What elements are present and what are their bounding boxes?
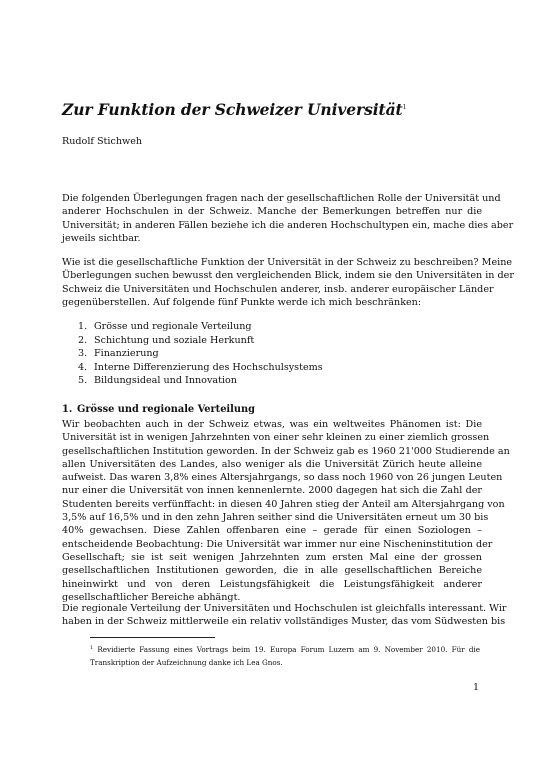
text-line: Gesellschaft; sie ist seit wenigen Jahrzehnten zum ersten Mal eine der grossen <box>62 551 482 563</box>
text-line: allen Universitäten des Landes, also weniger als die Universität Zürich heute alleine <box>62 458 482 470</box>
intro-paragraph-1 <box>62 192 514 245</box>
text-line: Überlegungen suchen bewusst den vergleichenden Blick, indem sie den Universitäten in der <box>62 270 514 282</box>
text-line: haben in der Schweiz mittlerweile ein relativ vollständiges Muster, das vom Südwesten bis <box>62 616 506 628</box>
footnote-line <box>90 642 480 657</box>
list-item <box>78 347 323 361</box>
list-item-number: 5. <box>78 375 88 387</box>
text-line: anderer Hochschulen in der Schweiz. Manche der Bemerkungen betreffen nur die <box>62 206 482 218</box>
text-line: aufweist. Das waren 3,8% eines Altersjahrgangs, so dass noch 1960 von 26 jungen Leuten <box>62 472 503 484</box>
footnote-separator <box>90 637 215 638</box>
text-line: jeweils sichtbar. <box>62 232 141 244</box>
text-line: 40% gewachsen. Diese Zahlen offenbaren eine – gerade für einen Soziologen – <box>62 525 482 537</box>
author-name: Rudolf Stichweh <box>62 136 143 147</box>
footnote-text: Revidierte Fassung eines Vortrags beim 19. Europa Forum Luzern am 9. November 2010. Für die <box>97 645 480 654</box>
page-number: 1 <box>473 682 480 693</box>
text-line: Universität; in anderen Fällen beziehe ich die anderen Hochschultypen ein, mache dies aber <box>62 219 514 231</box>
list-item-label: Grösse und regionale Verteilung <box>94 321 252 332</box>
text-line: Schweiz die Universitäten und Hochschulen anderer, insb. anderer europäischer Länder <box>62 283 494 295</box>
list-item <box>78 334 323 348</box>
text-line: entscheidende Beobachtung: Die Universität war immer nur eine Nischeninstitution der <box>62 538 493 550</box>
document-title <box>62 100 406 119</box>
list-item-number: 1. <box>78 321 88 332</box>
list-item-label: Schichtung und soziale Herkunft <box>94 334 255 346</box>
list-item-number: 3. <box>78 348 88 360</box>
text-line: gesellschaftlicher Bereiche abhängt. <box>62 591 241 603</box>
title-text: Zur Funktion der Schweizer Universität <box>62 100 403 119</box>
list-item-label: Finanzierung <box>94 348 159 360</box>
list-item <box>78 361 323 375</box>
section-number: 1. <box>62 404 73 415</box>
list-item-label: Interne Differenzierung des Hochschulsystems <box>94 361 323 373</box>
text-line: 3,5% auf 16,5% und in den zehn Jahren seither sind die Universitäten erneut um 30 bis <box>62 512 489 524</box>
text-line: Studenten bereits verfünffacht: in diesen 40 Jahren stieg der Anteil am Altersjahrgang von <box>62 498 505 510</box>
text-line: Die folgenden Überlegungen fragen nach der gesellschaftlichen Rolle der Universität und <box>62 193 501 204</box>
section-1-paragraph-1 <box>62 418 510 604</box>
text-line: nur einer die Universität von innen kennenlernte. 2000 dagegen hat sich die Zahl der <box>62 485 482 497</box>
list-item-number: 4. <box>78 361 88 373</box>
list-item-label: Bildungsideal und Innovation <box>94 375 237 387</box>
section-1-paragraph-2 <box>62 602 507 629</box>
section-title: Grösse und regionale Verteilung <box>77 404 255 415</box>
footnote-mark: 1 <box>90 645 94 651</box>
section-heading <box>62 404 255 415</box>
list-item <box>78 320 323 334</box>
text-line: Wir beobachten auch in der Schweiz etwas, was ein weltweites Phänomen ist: Die <box>62 419 482 430</box>
text-line: gesellschaftlichen Institutionen geworden, die in alle gesellschaftlichen Bereiche <box>62 565 482 577</box>
intro-paragraph-2 <box>62 256 514 309</box>
text-line: Wie ist die gesellschaftliche Funktion der Universität in der Schweiz zu beschreiben? Meine <box>62 257 513 268</box>
text-line: hineinwirkt und von deren Leistungsfähigkeit die Leistungsfähigkeit anderer <box>62 578 482 590</box>
text-line: gegenüberstellen. Auf folgende fünf Punkte werde ich mich beschränken: <box>62 296 422 308</box>
points-list <box>78 320 323 388</box>
list-item-number: 2. <box>78 334 88 346</box>
list-item <box>78 374 323 388</box>
text-line: gesellschaftlichen Institution geworden. In der Schweiz gab es 1960 21'000 Studierende an <box>62 445 510 457</box>
text-line: Universität ist in wenigen Jahrzehnten von einer sehr kleinen zu einer ziemlich grossen <box>62 432 490 444</box>
footnote-reference[interactable]: 1 <box>402 104 407 111</box>
footnote-line: Transkription der Aufzeichnung danke ich Lea Gnos. <box>90 657 283 667</box>
text-line: Die regionale Verteilung der Universitäten und Hochschulen ist gleichfalls interessant. Wir <box>62 603 507 614</box>
footnote <box>90 642 480 669</box>
